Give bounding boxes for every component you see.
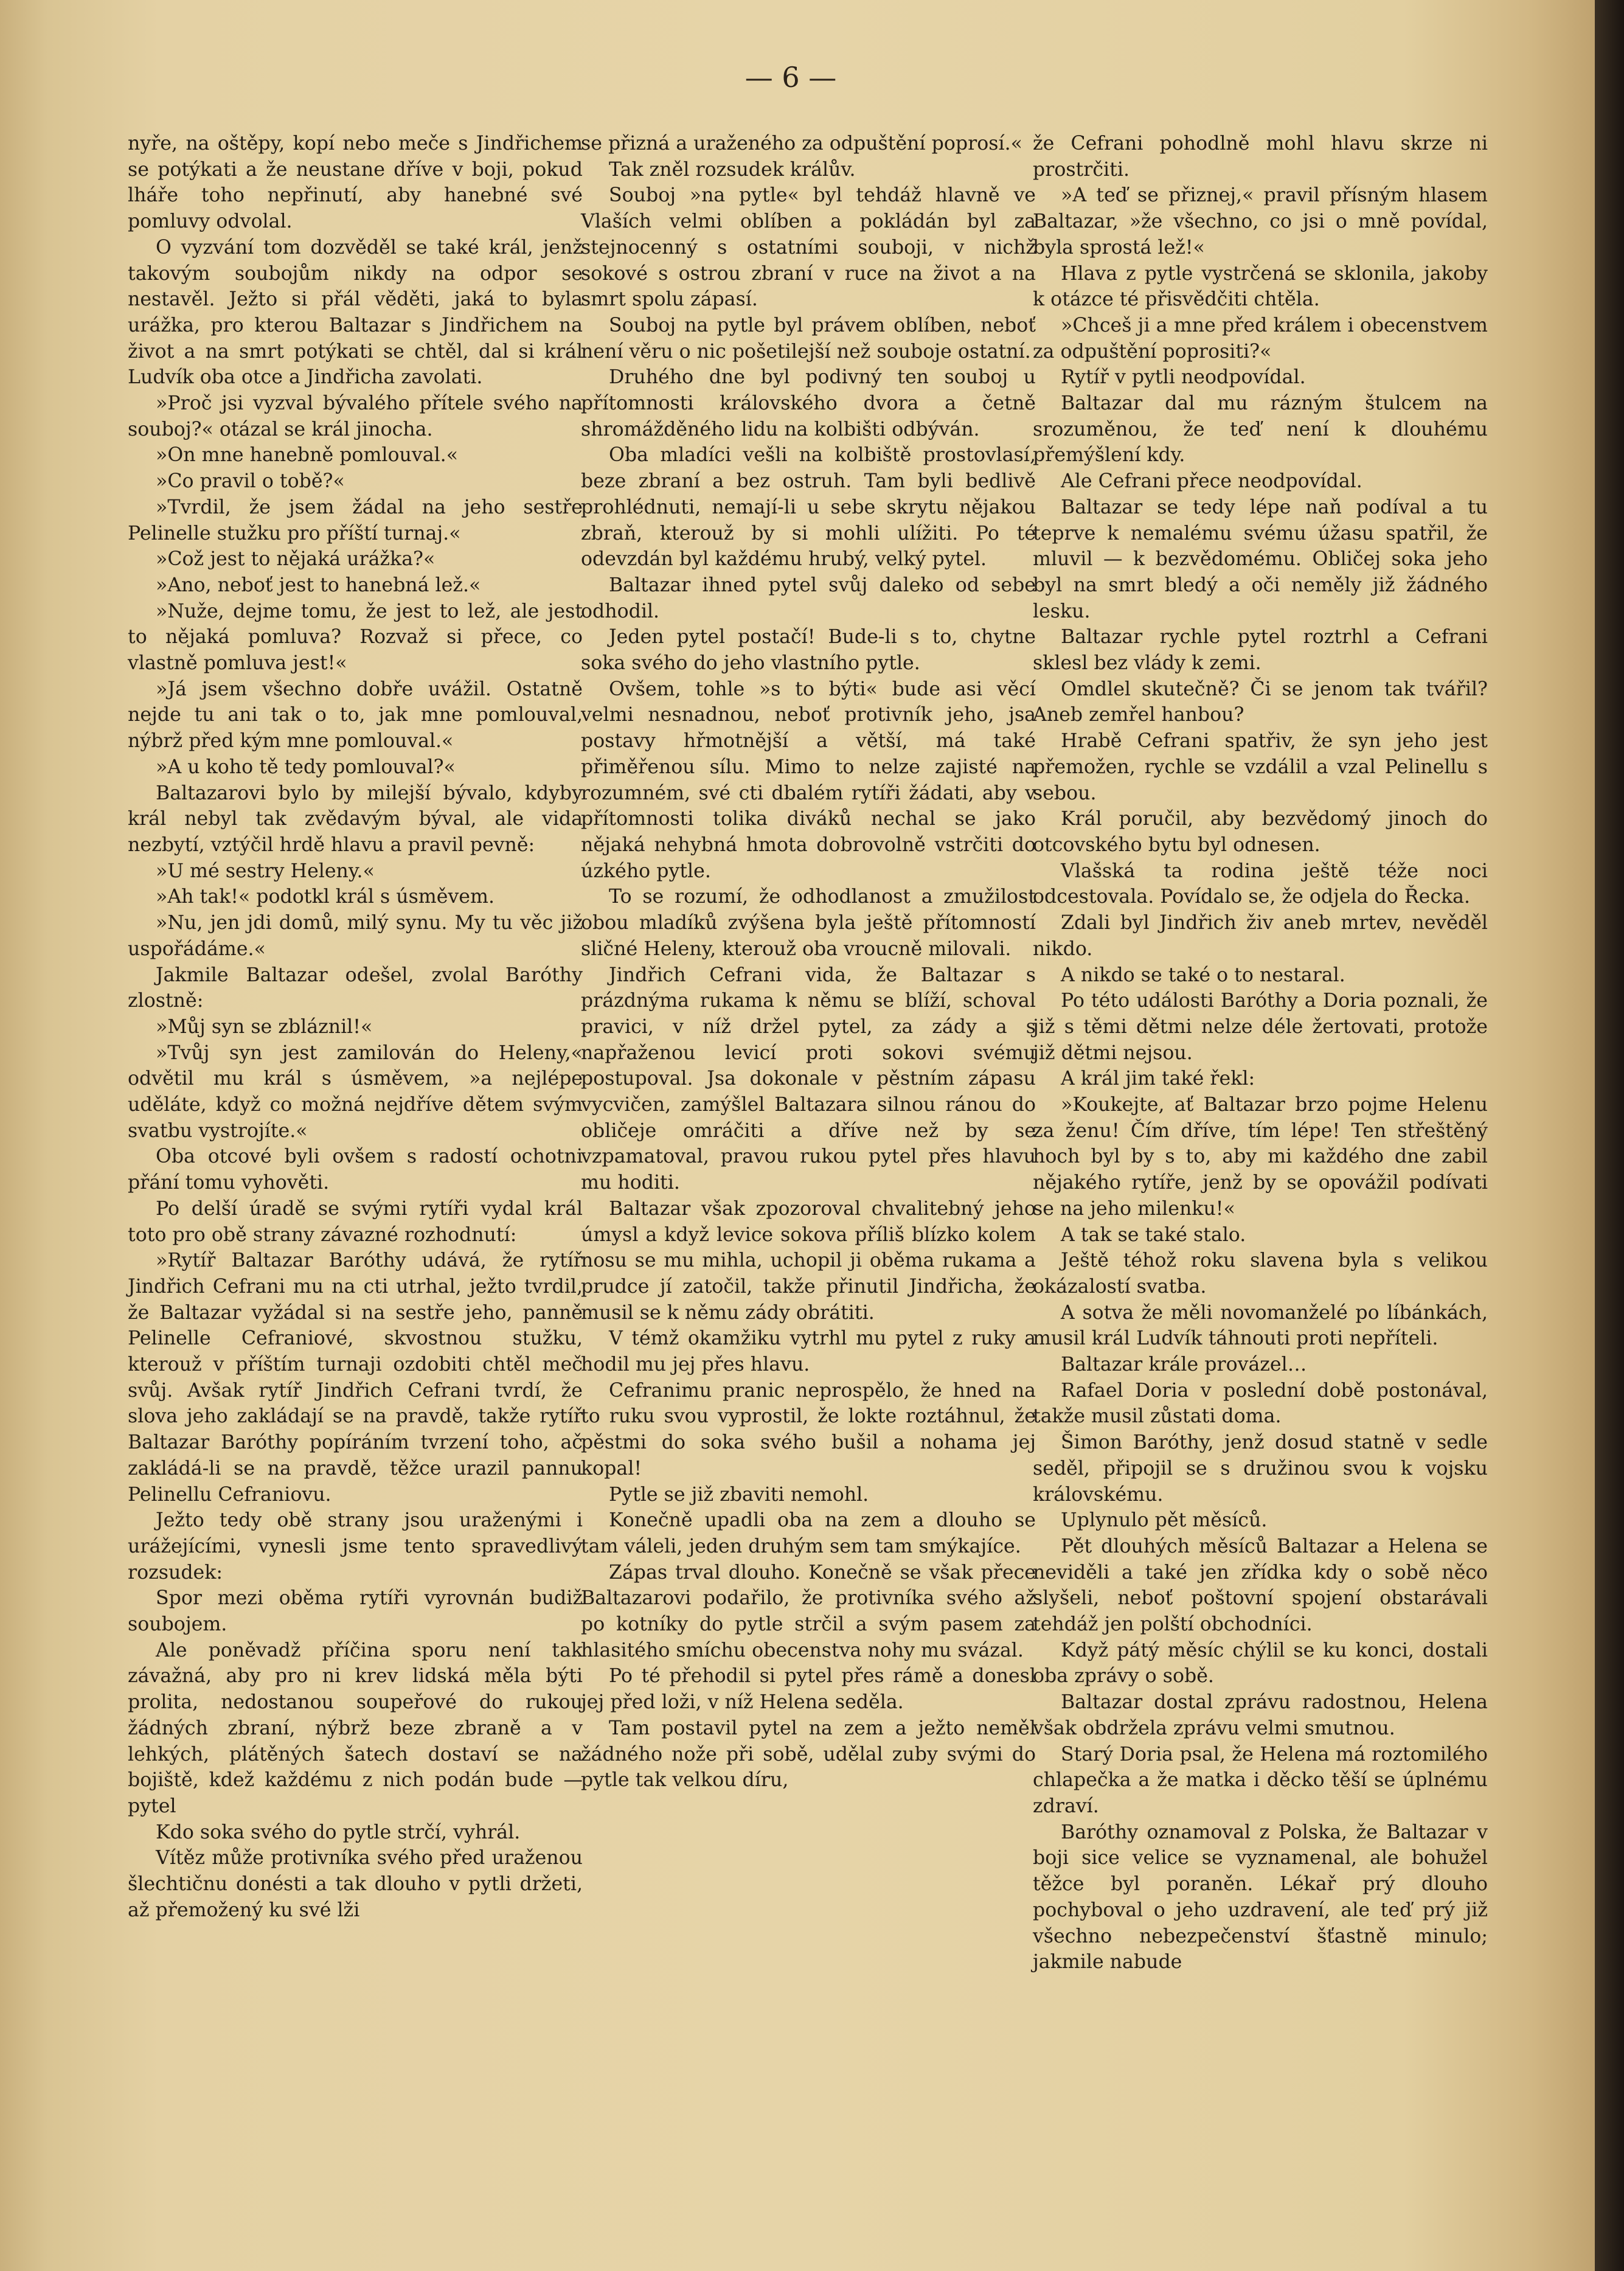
paragraph: Baltazarovi bylo by milejší bývalo, kdyby král nebyl tak zvědavým býval, ale vida nezbytí, vztýčil hrdě hlavu a pravil pevně: bbox=[128, 782, 583, 856]
paragraph: Jeden pytel postačí! Bude-li s to, chytne soka svého do jeho vlastního pytle. bbox=[581, 626, 1036, 675]
paragraph: Uplynulo pět měsíců. bbox=[1061, 1509, 1268, 1532]
paragraph: Tam postavil pytel na zem a ježto neměl žádného nože při sobě, udělal zuby svými do pytle tak velkou díru, bbox=[581, 1717, 1036, 1792]
paragraph: »On mne hanebně pomlouval.« bbox=[156, 444, 459, 467]
paragraph: Po delší úradě se svými rytíři vydal král toto pro obě strany závazné rozhodnutí: bbox=[128, 1197, 583, 1246]
paragraph: »Ano, neboť jest to hanebná lež.« bbox=[156, 574, 481, 596]
paragraph: »Chceš ji a mne před králem i obecenstvem za odpuštění poprositi?« bbox=[1033, 314, 1488, 363]
paragraph: Když pátý měsíc chýlil se ku konci, dostali oba zprávy o sobě. bbox=[1033, 1639, 1488, 1688]
paragraph: »Můj syn se zbláznil!« bbox=[156, 1015, 373, 1038]
text-column-right bbox=[1033, 131, 1488, 1975]
paragraph: »A u koho tě tedy pomlouval?« bbox=[156, 756, 456, 778]
paragraph: Kdo soka svého do pytle strčí, vyhrál. bbox=[156, 1821, 521, 1843]
paragraph: Baltazar krále provázel… bbox=[1061, 1354, 1307, 1376]
paragraph: Šimon Baróthy, jenž dosud statně v sedle seděl, připojil se s družinou svou k vojsku královskému. bbox=[1033, 1431, 1488, 1506]
paragraph: Po této události Baróthy a Doria poznali, že již s těmi dětmi nelze déle žertovati, protože již dětmi nejsou. bbox=[1033, 990, 1488, 1064]
paragraph: »Koukejte, ať Baltazar brzo pojme Helenu za ženu! Čím dříve, tím lépe! Ten střeštěný hoch byl by s to, aby mi každého dne zabil nějakého rytíře, jenž by se opovážil podívati se na jeho milenku!« bbox=[1033, 1094, 1488, 1220]
paragraph: Hlava z pytle vystrčená se sklonila, jakoby k otázce té přisvědčiti chtěla. bbox=[1033, 262, 1488, 311]
paragraph: Spor mezi oběma rytíři vyrovnán budiž soubojem. bbox=[128, 1587, 583, 1636]
paragraph: Ovšem, tohle »s to býti« bude asi věcí velmi nesnadnou, neboť protivník jeho, jsa postavy hřmotnější a větší, má také přiměřenou sílu. Mimo to nelze zajisté na rozumném, své cti dbalém rytíři žádati, aby v přítomnosti tolika diváků nechal se jako nějaká nehybná hmota dobrovolně vstrčiti do úzkého pytle. bbox=[581, 678, 1036, 882]
paragraph: Baltazar dal mu rázným štulcem na srozuměnou, že teď není k dlouhému přemýšlení kdy. bbox=[1033, 392, 1488, 467]
paragraph: Oba mladíci vešli na kolbiště prostovlasí, beze zbraní a bez ostruh. Tam byli bedlivě prohlédnuti, nemají-li u sebe skrytu nějakou zbraň, kterouž by si mohli ulížiti. Po té odevzdán byl každému hrubý, velký pytel. bbox=[581, 444, 1036, 571]
paragraph: Souboj »na pytle« byl tehdáž hlavně ve Vlaších velmi oblíben a pokládán byl za stejnocenný s ostatními souboji, v nichž sokové s ostrou zbraní v ruce na život a na smrt spolu zápasí. bbox=[581, 184, 1036, 311]
paragraph: Baróthy oznamoval z Polska, že Baltazar v boji sice velice se vyznamenal, ale bohužel těžce byl poraněn. Lékař prý dlouho pochyboval o jeho uzdravení, ale teď prý již všechno nebezpečenství šťastně minulo; jakmile nabude bbox=[1033, 1821, 1488, 1974]
paragraph: »Nu, jen jdi domů, milý synu. My tu věc již uspořádáme.« bbox=[128, 912, 583, 960]
paragraph: Jindřich Cefrani vida, že Baltazar s prázdnýma rukama k němu se blíží, schoval pravici, v níž držel pytel, za zády a s napřaženou levicí proti sokovi svému postupoval. Jsa dokonale v pěstním zápasu vycvičen, zamýšlel Baltazara silnou ránou do obličeje omráčiti a dříve než by se vzpamatoval, pravou rukou pytel přes hlavu mu hoditi. bbox=[581, 964, 1036, 1194]
paragraph: Pět dlouhých měsíců Baltazar a Helena se neviděli a také jen zřídka kdy o sobě něco slyšeli, neboť poštovní spojení obstarávali tehdáž jen polští obchodníci. bbox=[1033, 1535, 1488, 1636]
paragraph: se přizná a uraženého za odpuštění poprosí.« bbox=[581, 133, 1022, 155]
paragraph: Oba otcové byli ovšem s radostí ochotni přání tomu vyhověti. bbox=[128, 1146, 583, 1194]
paragraph: »U mé sestry Heleny.« bbox=[156, 860, 375, 882]
paragraph: A sotva že měli novomanželé po líbánkách, musil král Ludvík táhnouti proti nepříteli. bbox=[1033, 1301, 1488, 1350]
paragraph: Pytle se již zbaviti nemohl. bbox=[609, 1483, 869, 1506]
paragraph: Ale Cefrani přece neodpovídal. bbox=[1061, 470, 1362, 493]
paragraph: Baltazar však zpozoroval chvalitebný jeho úmysl a když levice sokova příliš blízko kolem nosu se mu mihla, uchopil ji oběma rukama a prudce jí zatočil, takže přinutil Jindřicha, že musil se k němu zády obrátiti. bbox=[581, 1197, 1036, 1324]
paragraph: Vítěz může protivníka svého před uraženou šlechtičnu donésti a tak dlouho v pytli držeti, až přemožený ku své lži bbox=[128, 1847, 583, 1921]
text-column-middle bbox=[581, 131, 1036, 1793]
paragraph: Rytíř v pytli neodpovídal. bbox=[1061, 366, 1306, 389]
page-number: — 6 — bbox=[744, 61, 837, 94]
paragraph: Král poručil, aby bezvědomý jinoch do otcovského bytu byl odnesen. bbox=[1033, 808, 1488, 856]
paragraph: Ještě téhož roku slavena byla s velikou okázalostí svatba. bbox=[1033, 1250, 1488, 1298]
paragraph: Ale poněvadž příčina sporu není tak závažná, aby pro ni krev lidská měla býti prolita, nedostanou soupeřové do rukou žádných zbraní, nýbrž beze zbraně a v lehkých, plátěných šatech dostaví se na bojiště, kdež každému z nich podán bude — pytel bbox=[128, 1639, 583, 1817]
paragraph: »Ah tak!« podotkl král s úsměvem. bbox=[156, 886, 495, 908]
paragraph: Baltazar dostal zprávu radostnou, Helena však obdržela zprávu velmi smutnou. bbox=[1033, 1691, 1488, 1739]
paragraph: Baltazar ihned pytel svůj daleko od sebe odhodil. bbox=[581, 574, 1036, 622]
paragraph: »Nuže, dejme tomu, že jest to lež, ale jest to nějaká pomluva? Rozvaž si přece, co vlastně pomluva jest!« bbox=[128, 600, 583, 675]
paragraph: »Rytíř Baltazar Baróthy udává, že rytíř Jindřich Cefrani mu na cti utrhal, ježto tvrdil, že Baltazar vyžádal si na sestře jeho, panně Pelinelle Cefraniové, skvostnou stužku, kterouž v příštím turnaji ozdobiti chtěl meč svůj. Avšak rytíř Jindřich Cefrani tvrdí, že slova jeho zakládají se na pravdě, takže rytíř Baltazar Baróthy popíráním tvrzení toho, ač zakládá-li se na pravdě, těžce urazil pannu Pelinellu Cefraniovu. bbox=[128, 1250, 583, 1506]
paragraph: A král jim také řekl: bbox=[1061, 1068, 1255, 1090]
paragraph: Souboj na pytle byl právem oblíben, neboť není věru o nic pošetilejší než souboje ostatní. bbox=[581, 314, 1036, 363]
paragraph: Vlašská ta rodina ještě téže noci odcestovala. Povídalo se, že odjela do Řecka. bbox=[1033, 860, 1488, 908]
paragraph: Rafael Doria v poslední době postonával, takže musil zůstati doma. bbox=[1033, 1379, 1488, 1428]
paragraph: »Proč jsi vyzval bývalého přítele svého na souboj?« otázal se král jinocha. bbox=[128, 392, 583, 440]
paragraph: Tak zněl rozsudek králův. bbox=[609, 158, 856, 181]
paragraph: Cefranimu pranic neprospělo, že hned na to ruku svou vyprostil, že lokte roztáhnul, že pěstmi do soka svého bušil a nohama jej kopal! bbox=[581, 1379, 1036, 1480]
paragraph: »A teď se přiznej,« pravil přísným hlasem Baltazar, »že všechno, co jsi o mně povídal, byla sprostá lež!« bbox=[1033, 184, 1488, 259]
paragraph: Po té přehodil si pytel přes rámě a donesl jej před loži, v níž Helena seděla. bbox=[581, 1665, 1036, 1714]
paragraph: nyře, na oštěpy, kopí nebo meče s Jindřichem se potýkati a že neustane dříve v boji, pokud lháře toho nepřinutí, aby hanebné své pomluvy odvolal. bbox=[128, 133, 583, 233]
paragraph: Starý Doria psal, že Helena má roztomilého chlapečka a že matka i děcko těší se úplnému zdraví. bbox=[1033, 1743, 1488, 1817]
paragraph: A nikdo se také o to nestaral. bbox=[1061, 964, 1345, 986]
paragraph: Baltazar se tedy lépe naň podíval a tu teprve k nemalému svému úžasu spatřil, že mluvil — k bezvědomému. Obličej soka jeho byl na smrt bledý a oči neměly již žádného lesku. bbox=[1033, 496, 1488, 622]
paragraph: »Co pravil o tobě?« bbox=[156, 470, 345, 493]
paragraph: To se rozumí, že odhodlanost a zmužilost obou mladíků zvýšena byla ještě přítomností sličné Heleny, kterouž oba vroucně milovali. bbox=[581, 886, 1036, 960]
paragraph: Hrabě Cefrani spatřiv, že syn jeho jest přemožen, rychle se vzdálil a vzal Pelinellu s sebou. bbox=[1033, 730, 1488, 804]
paragraph: »Tvůj syn jest zamilován do Heleny,« odvětil mu král s úsměvem, »a nejlépe uděláte, když co možná nejdříve dětem svým svatbu vystrojíte.« bbox=[128, 1042, 583, 1142]
page-edge-shadow bbox=[1595, 0, 1624, 2271]
paragraph: A tak se také stalo. bbox=[1061, 1223, 1246, 1246]
paragraph: O vyzvání tom dozvěděl se také král, jenž takovým soubojům nikdy na odpor se nestavěl. Ježto si přál věděti, jaká to byla urážka, pro kterou Baltazar s Jindřichem na život a na smrt potýkati se chtěl, dal si král Ludvík oba otce a Jindřicha zavolati. bbox=[128, 236, 583, 389]
paragraph: »Já jsem všechno dobře uvážil. Ostatně nejde tu ani tak o to, jak mne pomlouval, nýbrž před kým mne pomlouval.« bbox=[128, 678, 583, 753]
paragraph: »Což jest to nějaká urážka?« bbox=[156, 548, 435, 571]
paragraph: Konečně upadli oba na zem a dlouho se tam váleli, jeden druhým sem tam smýkajíce. bbox=[581, 1509, 1036, 1557]
paragraph: Baltazar rychle pytel roztrhl a Cefrani sklesl bez vlády k zemi. bbox=[1033, 626, 1488, 675]
paragraph: Druhého dne byl podivný ten souboj u přítomnosti královského dvora a četně shromážděného lidu na kolbišti odbýván. bbox=[581, 366, 1036, 440]
paragraph: Omdlel skutečně? Či se jenom tak tvářil? Aneb zemřel hanbou? bbox=[1033, 678, 1488, 726]
paragraph: V témž okamžiku vytrhl mu pytel z ruky a hodil mu jej přes hlavu. bbox=[581, 1327, 1036, 1376]
paragraph: Ježto tedy obě strany jsou uraženými i urážejícími, vynesli jsme tento spravedlivý rozsudek: bbox=[128, 1509, 583, 1584]
text-column-left bbox=[128, 131, 583, 1924]
paragraph: Zápas trval dlouho. Konečně se však přece Baltazarovi podařilo, že protivníka svého až po kotníky do pytle strčil a svým pasem za hlasitého smíchu obecenstva nohy mu svázal. bbox=[581, 1561, 1036, 1661]
paragraph: že Cefrani pohodlně mohl hlavu skrze ni prostrčiti. bbox=[1033, 133, 1488, 181]
paragraph: Zdali byl Jindřich živ aneb mrtev, nevěděl nikdo. bbox=[1033, 912, 1488, 960]
paragraph: Jakmile Baltazar odešel, zvolal Baróthy zlostně: bbox=[128, 964, 583, 1012]
paragraph: »Tvrdil, že jsem žádal na jeho sestře Pelinelle stužku pro příští turnaj.« bbox=[128, 496, 583, 544]
